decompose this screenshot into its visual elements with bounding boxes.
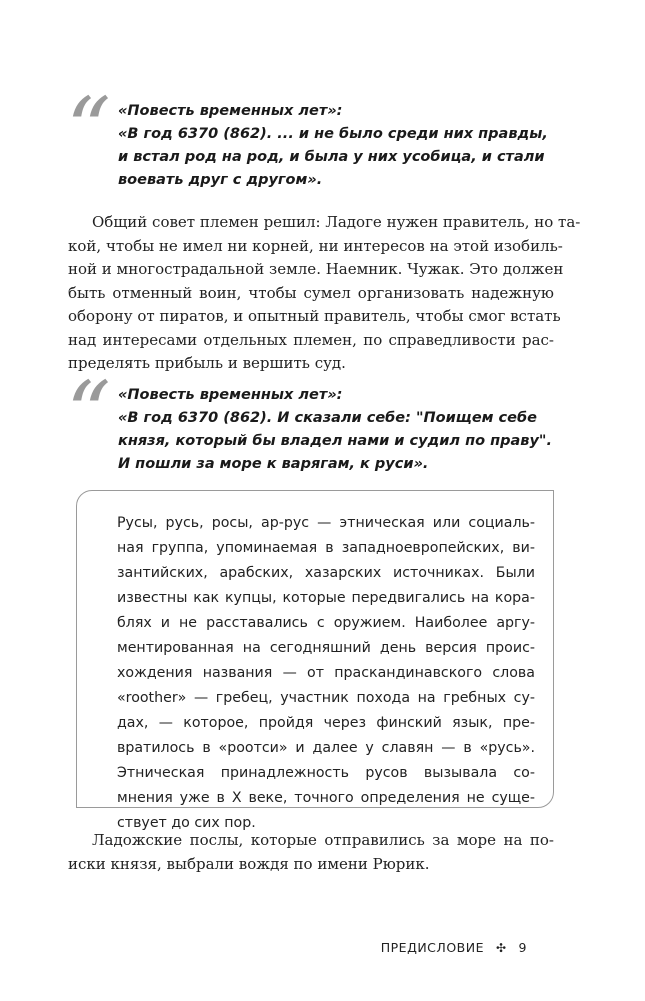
aside-line: Русы, русь, росы, ар-рус — этническая или социаль-: [117, 515, 535, 531]
aside-line: блях и не расставались с оружием. Наиболее аргу-: [117, 615, 535, 631]
section-title: ПРЕДИСЛОВИЕ: [380, 940, 484, 955]
quote-line: И пошли за море к варягам, к руси».: [118, 456, 429, 472]
quote-line: князя, который бы владел нами и судил по праву".: [118, 433, 552, 449]
quote-line: «В год 6370 (862). ... и не было среди них правды,: [118, 126, 548, 142]
aside-line: известны как купцы, которые передвигались на кора-: [117, 590, 535, 606]
aside-box: [76, 490, 554, 831]
page-footer: [381, 940, 527, 955]
aside-line: Этническая принадлежность русов вызывала со-: [117, 765, 535, 781]
paragraph-line: иски князя, выбрали вождя по имени Рюрик.: [68, 854, 430, 873]
aside-line: дах, — которое, пройдя через финский язык, пре-: [117, 715, 535, 731]
paragraph-2: [68, 829, 554, 876]
page-number: 9: [518, 940, 527, 955]
quote-line: воевать друг с другом».: [118, 172, 323, 188]
paragraph-line: Ладожские послы, которые отправились за море на по-: [92, 831, 554, 849]
quote-line: «Повесть временных лет»:: [118, 103, 343, 119]
ornament-icon: ✣: [495, 940, 507, 955]
quote-mark-icon: “: [66, 78, 111, 181]
quote-text-1: [118, 100, 548, 192]
aside-line: мнения уже в X веке, точного определения не суще-: [117, 790, 535, 806]
paragraph-line: быть отменный воин, чтобы сумел организовать надежную: [68, 283, 554, 302]
aside-line: ментированная на сегодняшний день версия проис-: [117, 640, 535, 656]
quote-mark-icon: “: [66, 362, 111, 465]
paragraph-line: Общий совет племен решил: Ладоге нужен правитель, но та-: [92, 213, 581, 231]
paragraph-line: пределять прибыль и вершить суд.: [68, 354, 346, 372]
aside-line: ная группа, упоминаемая в западноевропейских, ви-: [117, 540, 535, 556]
aside-line: зантийских, арабских, хазарских источниках. Были: [117, 565, 535, 581]
paragraph-1: [68, 211, 581, 376]
aside-text: [117, 511, 535, 836]
paragraph-line: кой, чтобы не имел ни корней, ни интересов на этой изобиль-: [68, 236, 563, 255]
paragraph-line: ной и многострадальной земле. Наемник. Чужак. Это должен: [68, 260, 564, 278]
aside-line: «roother» — гребец, участник похода на гребных су-: [117, 690, 535, 706]
paragraph-line: над интересами отдельных племен, по справедливости рас-: [68, 330, 554, 349]
quote-text-2: [118, 384, 552, 476]
aside-line: вратилось в «роотси» и далее у славян — в «русь».: [117, 740, 535, 756]
aside-line: ствует до сих пор.: [117, 815, 256, 831]
paragraph-line: оборону от пиратов, и опытный правитель, чтобы смог встать: [68, 307, 561, 325]
quote-line: и встал род на род, и была у них усобица, и стали: [118, 149, 545, 165]
quote-line: «Повесть временных лет»:: [118, 387, 343, 403]
aside-line: хождения названия — от праскандинавского слова: [117, 665, 535, 681]
quote-line: «В год 6370 (862). И сказали себе: "Поищем себе: [118, 410, 537, 426]
